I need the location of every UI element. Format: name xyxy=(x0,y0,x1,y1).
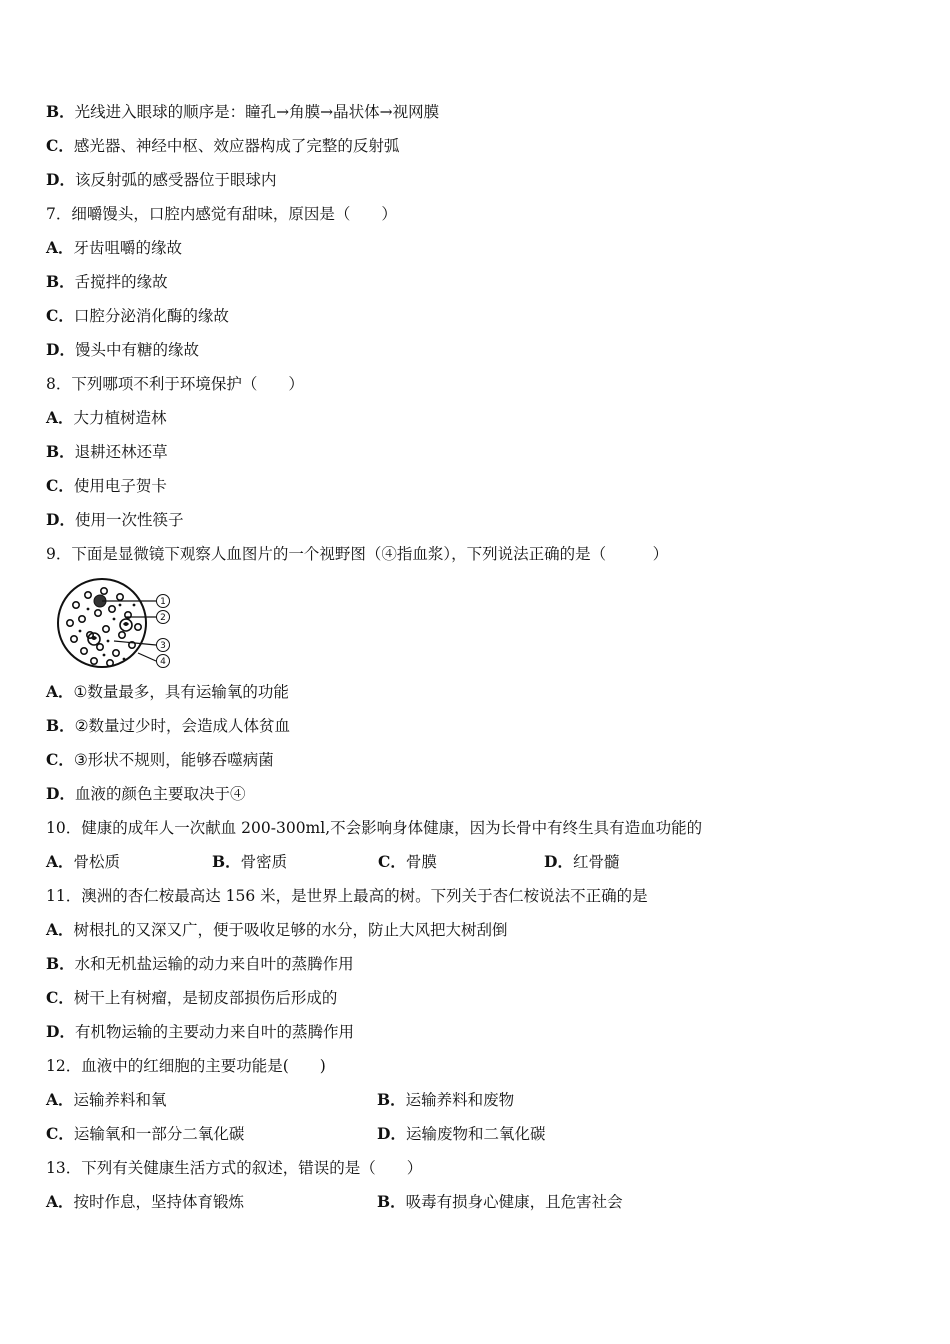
q12-option-c: C．运输氧和一部分二氧化碳 xyxy=(46,1124,245,1143)
q13-option-a: A．按时作息，坚持体育锻炼 xyxy=(46,1192,245,1211)
q10-option-b: B．骨密质 xyxy=(212,852,288,871)
q11-option-a: A．树根扎的又深又广，便于吸收足够的水分，防止大风把大树刮倒 xyxy=(46,920,508,939)
q8-option-c: C．使用电子贺卡 xyxy=(46,476,167,495)
q6-option-b: B．光线进入眼球的顺序是：瞳孔→角膜→晶状体→视网膜 xyxy=(46,102,440,121)
blood-smear-figure xyxy=(46,571,906,675)
q13-option-b: B．吸毒有损身心健康，且危害社会 xyxy=(377,1192,623,1211)
q10-stem: 10．健康的成年人一次献血 200-300ml,不会影响身体健康，因为长骨中有终生具有造血功能的 xyxy=(46,819,703,837)
q12-options-row-2 xyxy=(46,1117,906,1151)
q8-option-b: B．退耕还林还草 xyxy=(46,442,168,461)
q8-option-a: A．大力植树造林 xyxy=(46,408,167,427)
q8-stem: 8．下列哪项不利于环境保护（ ） xyxy=(46,375,304,393)
q7-option-c: C．口腔分泌消化酶的缘故 xyxy=(46,306,229,325)
q12-stem: 12．血液中的红细胞的主要功能是( ) xyxy=(46,1057,326,1075)
q11-option-c: C．树干上有树瘤，是韧皮部损伤后形成的 xyxy=(46,988,338,1007)
q9-option-d: D．血液的颜色主要取决于④ xyxy=(46,784,246,803)
q9-option-b: B．②数量过少时，会造成人体贫血 xyxy=(46,716,291,735)
q12-option-d: D．运输废物和二氧化碳 xyxy=(377,1124,546,1143)
figure-label-4: 4 xyxy=(160,657,166,667)
q12-options-row-1 xyxy=(46,1083,906,1117)
q7-option-a: A．牙齿咀嚼的缘故 xyxy=(46,238,183,257)
q13-stem: 13．下列有关健康生活方式的叙述，错误的是（ ） xyxy=(46,1159,423,1177)
q10-option-c: C．骨膜 xyxy=(378,852,437,871)
q11-option-b: B．水和无机盐运输的动力来自叶的蒸腾作用 xyxy=(46,954,354,973)
q9-stem: 9．下面是显微镜下观察人血图片的一个视野图（④指血浆），下列说法正确的是（ ） xyxy=(46,545,669,563)
exam-page xyxy=(46,95,906,1219)
q13-options-row-1 xyxy=(46,1185,906,1219)
q10-options xyxy=(46,845,906,879)
q6-option-d: D．该反射弧的感受器位于眼球内 xyxy=(46,170,277,189)
q9-option-c: C．③形状不规则，能够吞噬病菌 xyxy=(46,750,274,769)
blood-smear-image xyxy=(54,575,184,671)
q7-stem: 7．细嚼馒头，口腔内感觉有甜味，原因是（ ） xyxy=(46,205,397,223)
q12-option-b: B．运输养料和废物 xyxy=(377,1090,515,1109)
q6-option-c: C．感光器、神经中枢、效应器构成了完整的反射弧 xyxy=(46,136,400,155)
q11-stem: 11．澳洲的杏仁桉最高达 156 米，是世界上最高的树。下列关于杏仁桉说法不正确的是 xyxy=(46,887,648,905)
q12-option-a: A．运输养料和氧 xyxy=(46,1090,167,1109)
figure-label-2: 2 xyxy=(160,613,166,623)
figure-label-1: 1 xyxy=(160,597,166,607)
q7-option-d: D．馒头中有糖的缘故 xyxy=(46,340,199,359)
q7-option-b: B．舌搅拌的缘故 xyxy=(46,272,168,291)
q9-option-a: A．①数量最多，具有运输氧的功能 xyxy=(46,682,289,701)
q10-option-d: D．红骨髓 xyxy=(544,852,620,871)
q11-option-d: D．有机物运输的主要动力来自叶的蒸腾作用 xyxy=(46,1022,354,1041)
q10-option-a: A．骨松质 xyxy=(46,852,121,871)
q8-option-d: D．使用一次性筷子 xyxy=(46,510,184,529)
figure-label-3: 3 xyxy=(160,641,166,651)
